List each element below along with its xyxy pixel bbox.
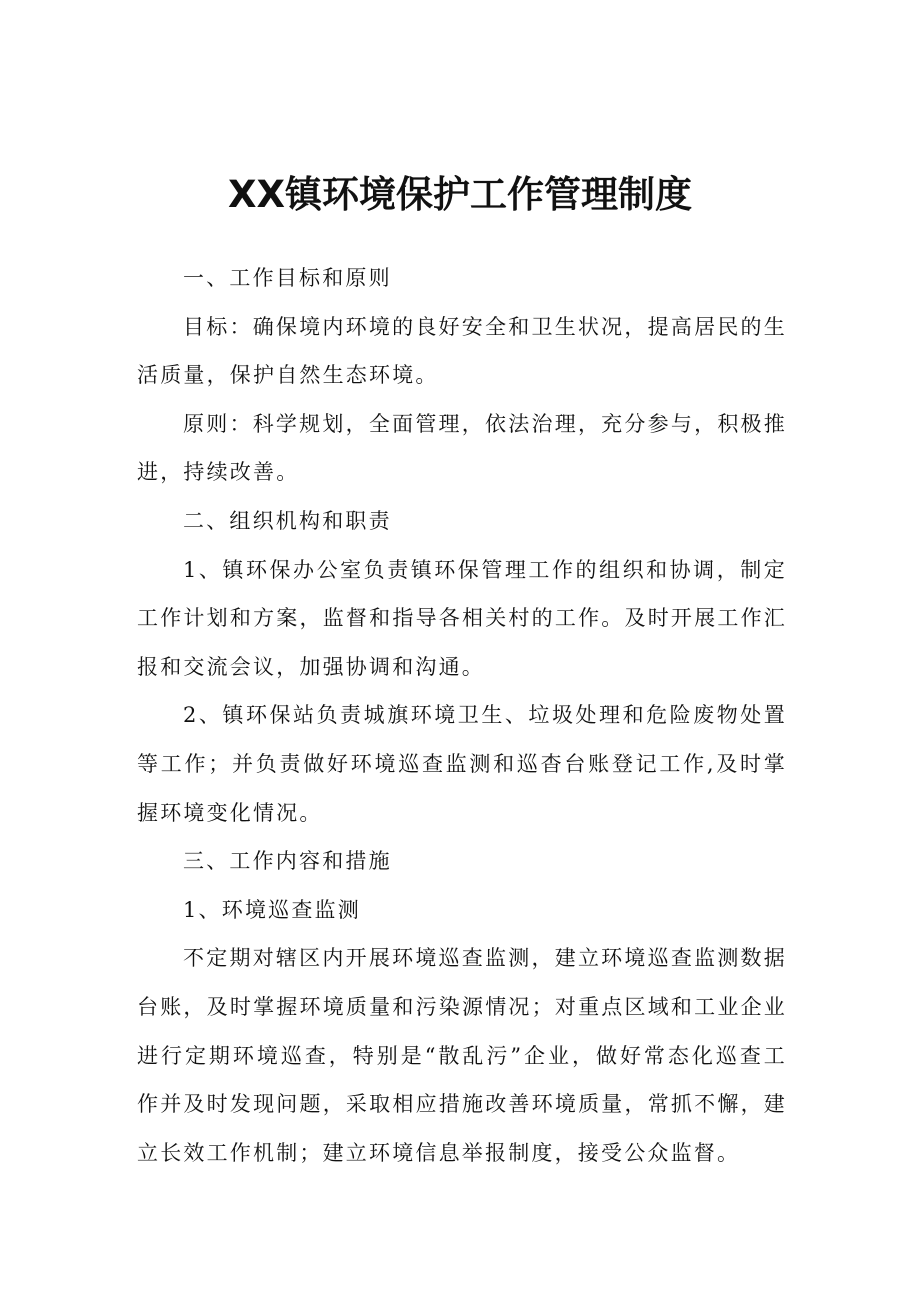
paragraph-office-duty: 1、镇环保办公室负责镇环保管理工作的组织和协调，制定工作计划和方案，监督和指导各相关村的工作。及时开展工作汇报和交流会议，加强协调和沟通。 (137, 557, 787, 679)
subheading-inspection: 1、环境巡查监测 (183, 897, 361, 922)
document-body (137, 254, 787, 1177)
document-title: XX镇环境保护工作管理制度 (227, 173, 693, 216)
paragraph-inspection: 不定期对辖区内开展环境巡查监测，建立环境巡查监测数据台账，及时掌握环境质量和污染源情况；对重点区域和工业企业进行定期环境巡查，特别是“散乱污”企业，做好常态化巡查工作并及时发现问题，采取相应措施改善环境质量，常抓不懈，建立长效工作机制；建立环境信息举报制度，接受公众监督。 (137, 946, 787, 1165)
section-heading-goals: 一、工作目标和原则 (183, 266, 392, 290)
paragraph-principle: 原则：科学规划，全面管理，依法治理，充分参与，积极推进，持续改善。 (137, 411, 787, 485)
paragraph-goal: 目标：确保境内环境的良好安全和卫生状况，提高居民的生活质量，保护自然生态环境。 (137, 314, 787, 388)
paragraph-station-duty: 2、镇环保站负责城旗环境卫生、垃圾处理和危险废物处置等工作；并负责做好环境巡查监测和巡杳台账登记工作,及时掌握环境变化情况。 (137, 703, 787, 825)
section-heading-organization: 二、组织机构和职责 (183, 508, 392, 533)
section-heading-measures: 三、工作内容和措施 (183, 849, 392, 874)
